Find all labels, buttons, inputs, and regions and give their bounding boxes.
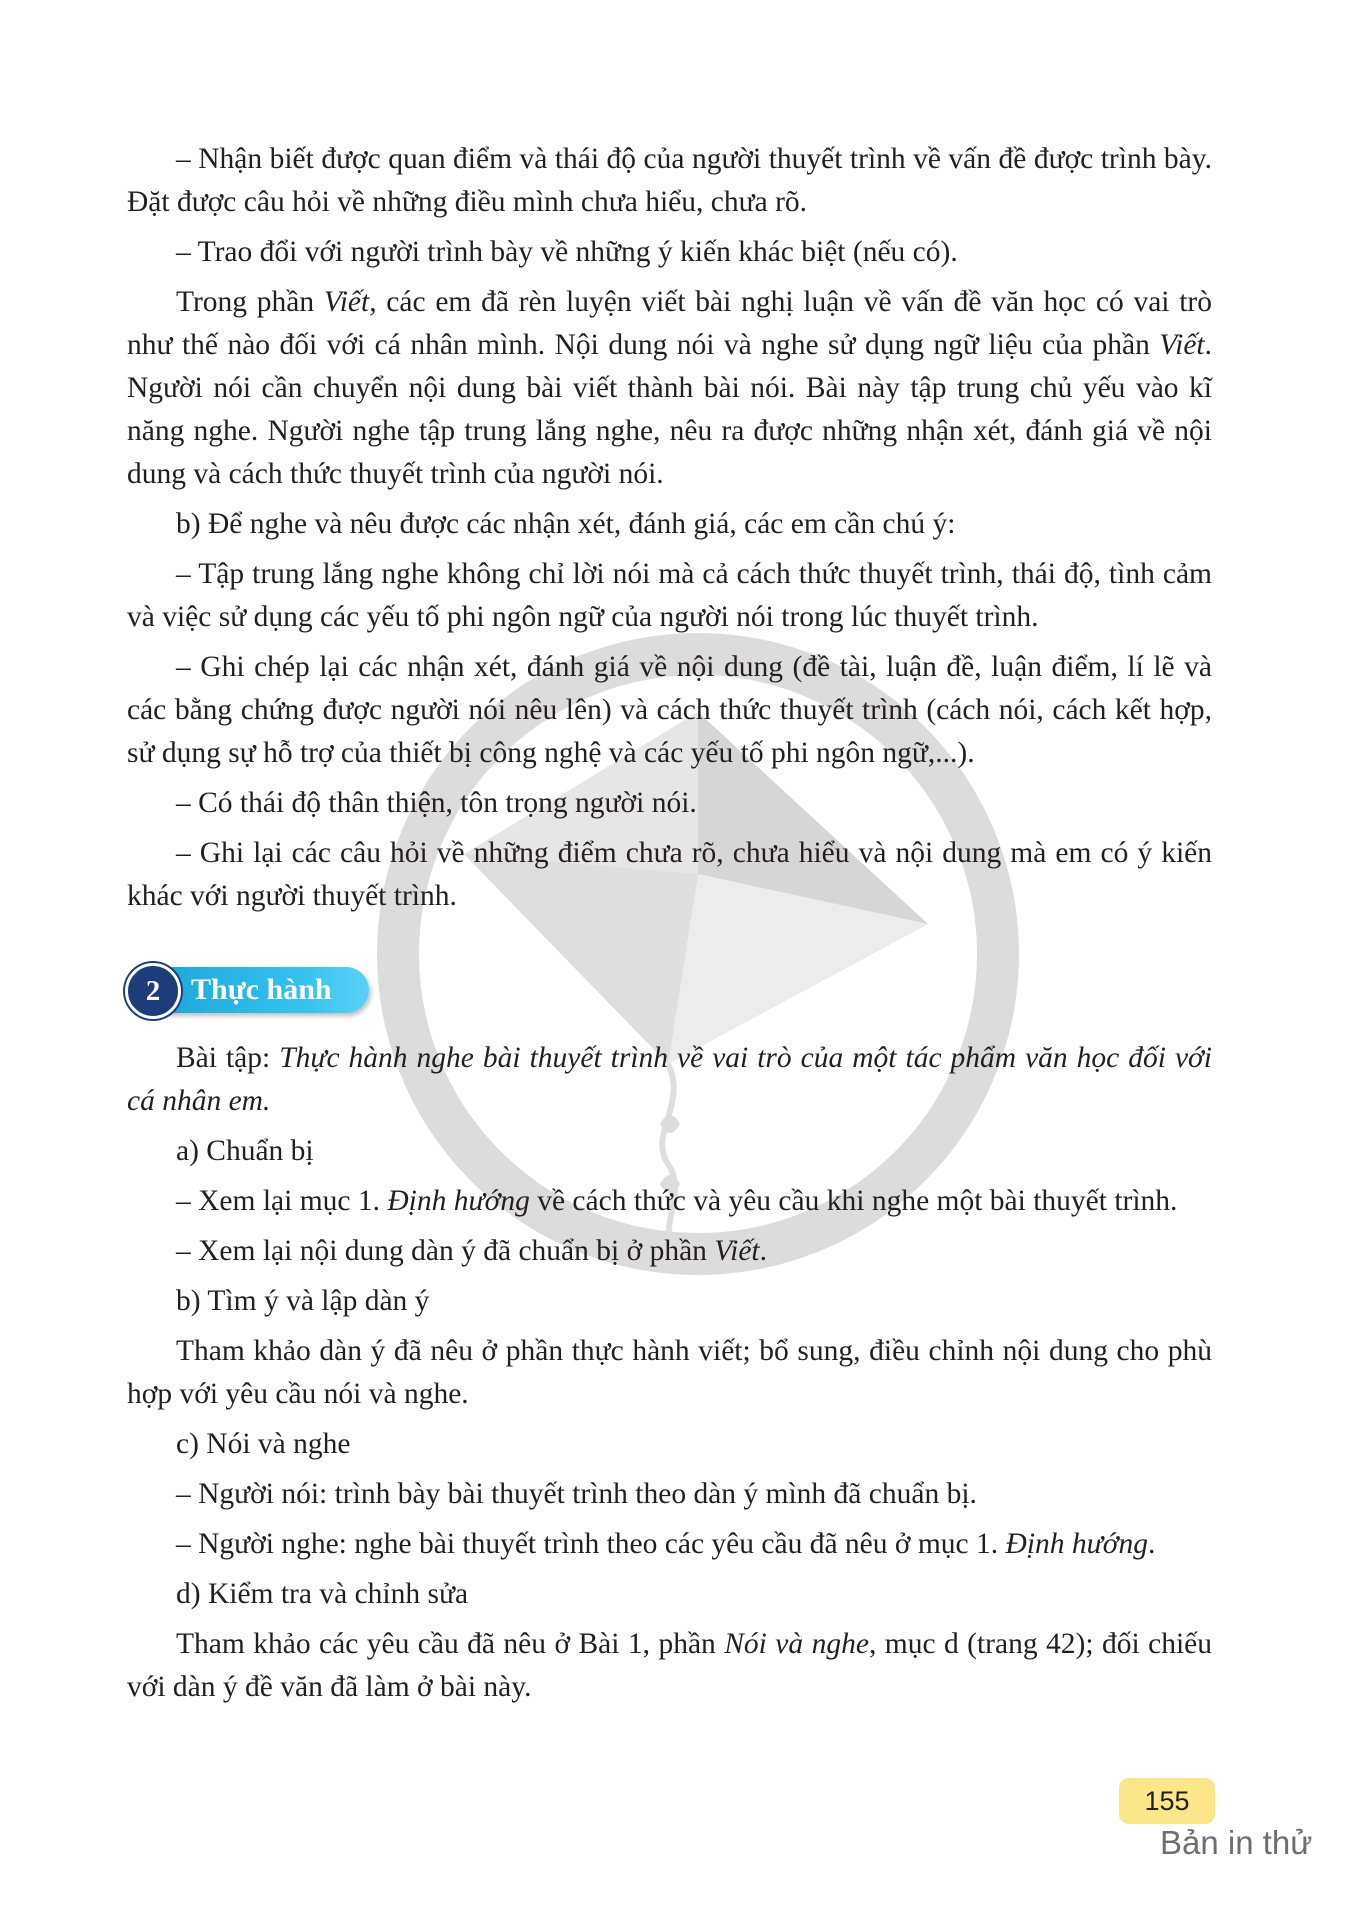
paragraph-writing-context: Trong phần Viết, các em đã rèn luyện viết bài nghị luận về vấn đề văn học có vai trò như thế nào đối với cá nhân mình. Nội dung nói và nghe sử dụng ngữ liệu của phần Viết. Người nói cần chuyển nội dung bài viết thành bài nói. Bài này tập trung chủ yếu vào kĩ năng nghe. Người nghe tập trung lắng nghe, nêu ra được những nhận xét, đánh giá về nội dung và cách thức thuyết trình của người nói.	[127, 286, 1212, 490]
heading-prepare: a) Chuẩn bị	[176, 1135, 314, 1167]
paragraph-refer-requirements: Tham khảo các yêu cầu đã nêu ở Bài 1, phần Nói và nghe, mục d (trang 42); đối chiếu với dàn ý đề văn đã làm ở bài này.	[127, 1628, 1213, 1703]
section-number-badge: 2	[125, 963, 181, 1019]
paragraph-review-outline: – Xem lại nội dung dàn ý đã chuẩn bị ở phần Viết.	[176, 1235, 767, 1267]
heading-speak-listen: c) Nói và nghe	[176, 1428, 351, 1460]
paragraph-focus-listening: – Tập trung lắng nghe không chỉ lời nói mà cả cách thức thuyết trình, thái độ, tình cảm và việc sử dụng các yếu tố phi ngôn ngữ của người nói trong lúc thuyết trình.	[127, 558, 1212, 633]
heading-find-ideas: b) Tìm ý và lập dàn ý	[176, 1285, 430, 1317]
page-content	[127, 138, 1212, 1716]
paragraph-listener: – Người nghe: nghe bài thuyết trình theo các yêu cầu đã nêu ở mục 1. Định hướng.	[176, 1528, 1156, 1560]
section-header-practice	[125, 963, 375, 1017]
section-title: Thực hành	[191, 973, 332, 1006]
paragraph-record-questions: – Ghi lại các câu hỏi về những điểm chưa rõ, chưa hiểu và nội dung mà em có ý kiến khác với người thuyết trình.	[127, 837, 1212, 912]
paragraph-speaker: – Người nói: trình bày bài thuyết trình theo dàn ý mình đã chuẩn bị.	[176, 1478, 977, 1510]
paragraph-exchange-opinions: – Trao đổi với người trình bày về những ý kiến khác biệt (nếu có).	[176, 236, 958, 268]
paragraph-recognize-viewpoint: – Nhận biết được quan điểm và thái độ của người thuyết trình về vấn đề được trình bày. Đặt được câu hỏi về những điều mình chưa hiểu, chưa rõ.	[127, 143, 1212, 218]
paragraph-review-orientation: – Xem lại mục 1. Định hướng về cách thức và yêu cầu khi nghe một bài thuyết trình.	[176, 1185, 1178, 1217]
paragraph-refer-outline: Tham khảo dàn ý đã nêu ở phần thực hành viết; bổ sung, điều chỉnh nội dung cho phù hợp với yêu cầu nói và nghe.	[127, 1335, 1212, 1410]
page-number: 155	[1119, 1778, 1215, 1824]
paragraph-friendly-attitude: – Có thái độ thân thiện, tôn trọng người nói.	[176, 787, 697, 819]
heading-check-edit: d) Kiểm tra và chỉnh sửa	[176, 1578, 469, 1610]
paragraph-take-notes: – Ghi chép lại các nhận xét, đánh giá về nội dung (đề tài, luận đề, luận điểm, lí lẽ và các bằng chứng được người nói nêu lên) và cách thức thuyết trình (cách nói, cách kết hợp, sử dụng sự hỗ trợ của thiết bị công nghệ và các yếu tố phi ngôn ngữ,...).	[127, 651, 1212, 769]
paragraph-exercise: Bài tập: Thực hành nghe bài thuyết trình về vai trò của một tác phẩm văn học đối với cá nhân em.	[127, 1042, 1212, 1117]
paragraph-listening-notes-heading: b) Để nghe và nêu được các nhận xét, đánh giá, các em cần chú ý:	[176, 508, 956, 540]
draft-label: Bản in thử	[1160, 1824, 1313, 1861]
